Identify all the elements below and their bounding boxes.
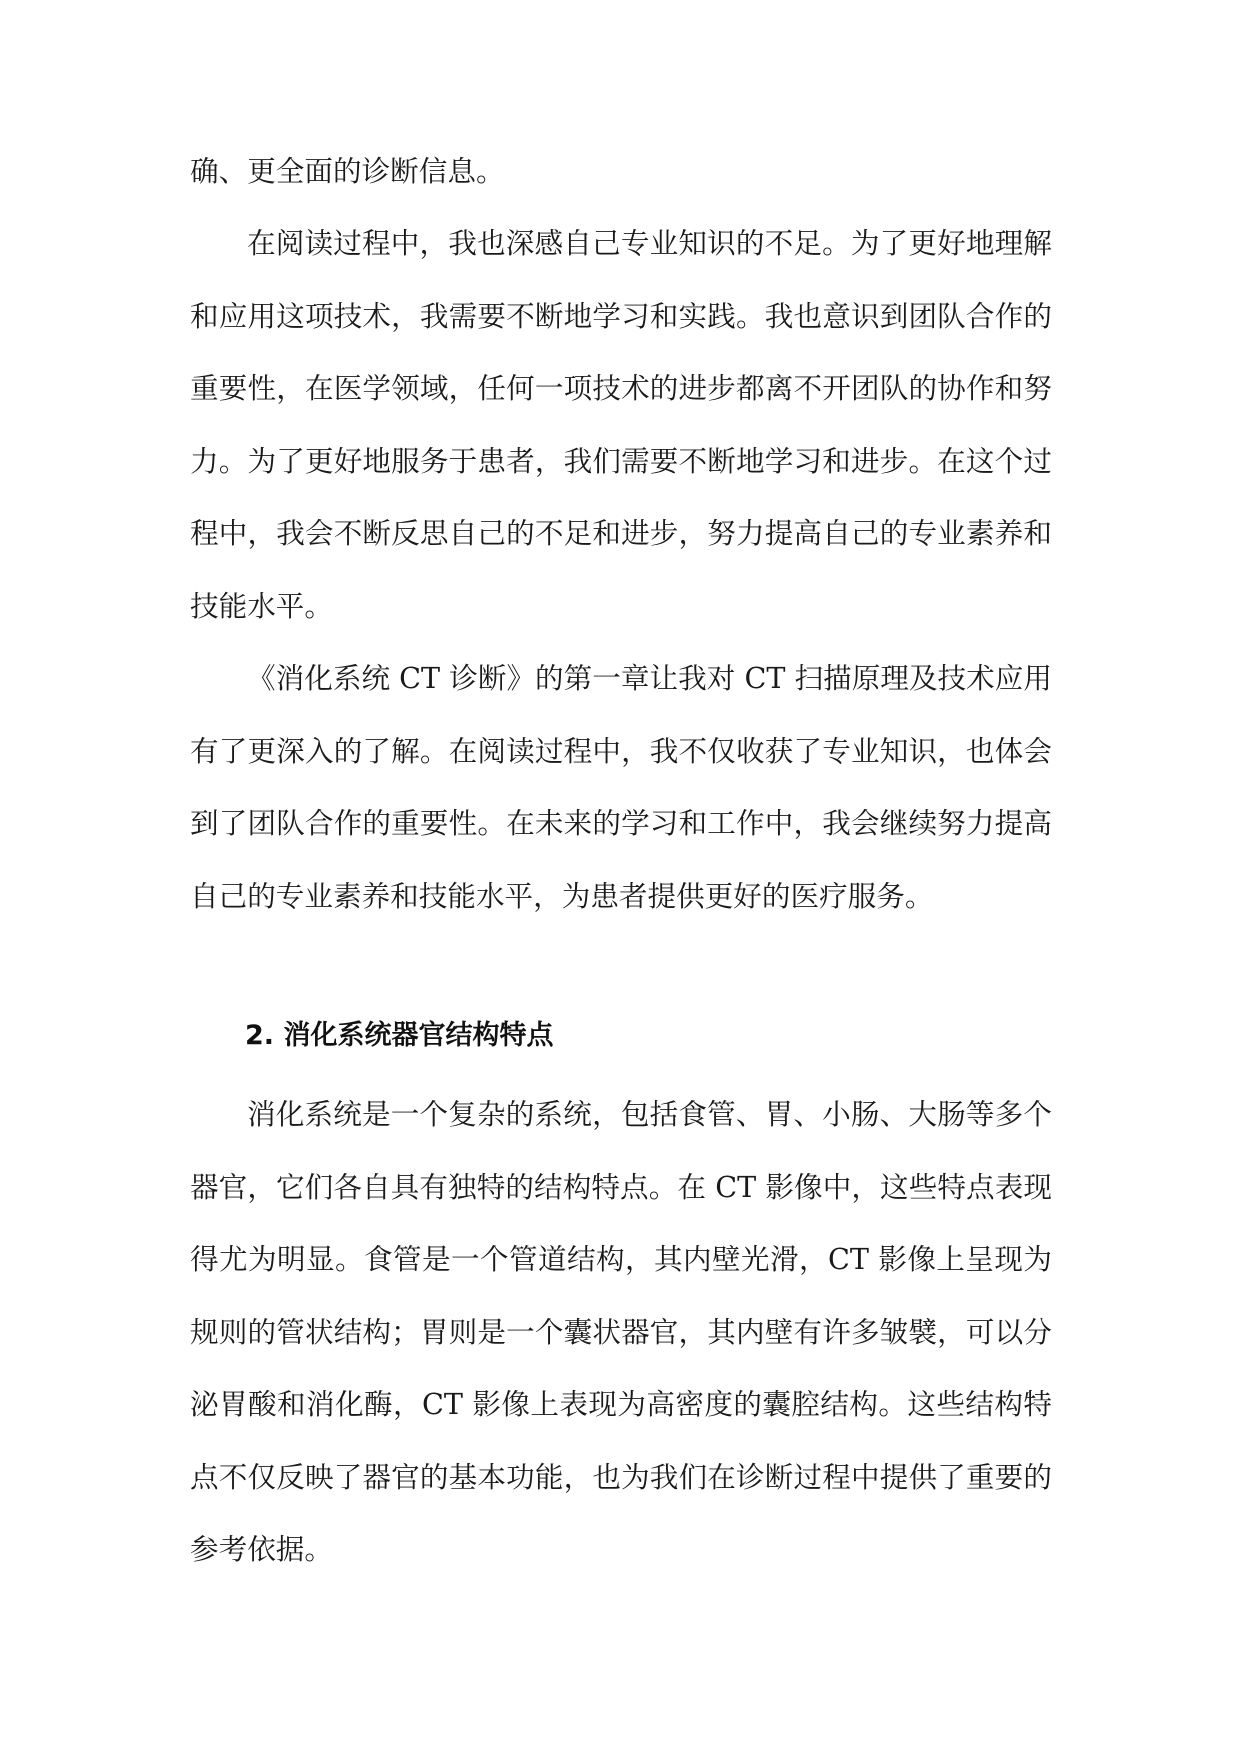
paragraph-organ-structure: 消化系统是一个复杂的系统，包括食管、胃、小肠、大肠等多个器官，它们各自具有独特的结构特点。在 CT 影像中，这些特点表现得尤为明显。食管是一个管道结构，其内壁光滑，CT 影像上呈现为规则的管状结构；胃则是一个囊状器官，其内壁有许多皱襞，可以分泌胃酸和消化酶，CT 影像上表现为高密度的囊腔结构。这些结构特点不仅反映了器官的基本功能，也为我们在诊断过程中提供了重要的参考依据。 (190, 1097, 1052, 1566)
paragraph-reading-reflection: 在阅读过程中，我也深感自己专业知识的不足。为了更好地理解和应用这项技术，我需要不断地学习和实践。我也意识到团队合作的重要性，在医学领域，任何一项技术的进步都离不开团队的协作和努力。为了更好地服务于患者，我们需要不断地学习和进步。在这个过程中，我会不断反思自己的不足和进步，努力提高自己的专业素养和技能水平。 (190, 226, 1052, 623)
paragraph-chapter-summary: 《消化系统 CT 诊断》的第一章让我对 CT 扫描原理及技术应用有了更深入的了解。在阅读过程中，我不仅收获了专业知识，也体会到了团队合作的重要性。在未来的学习和工作中，我会继续努力提高自己的专业素养和技能水平，为患者提供更好的医疗服务。 (190, 661, 1052, 913)
section-heading: 2. 消化系统器官结构特点 (245, 1020, 554, 1051)
paragraph-continuation: 确、更全面的诊断信息。 (190, 154, 505, 188)
